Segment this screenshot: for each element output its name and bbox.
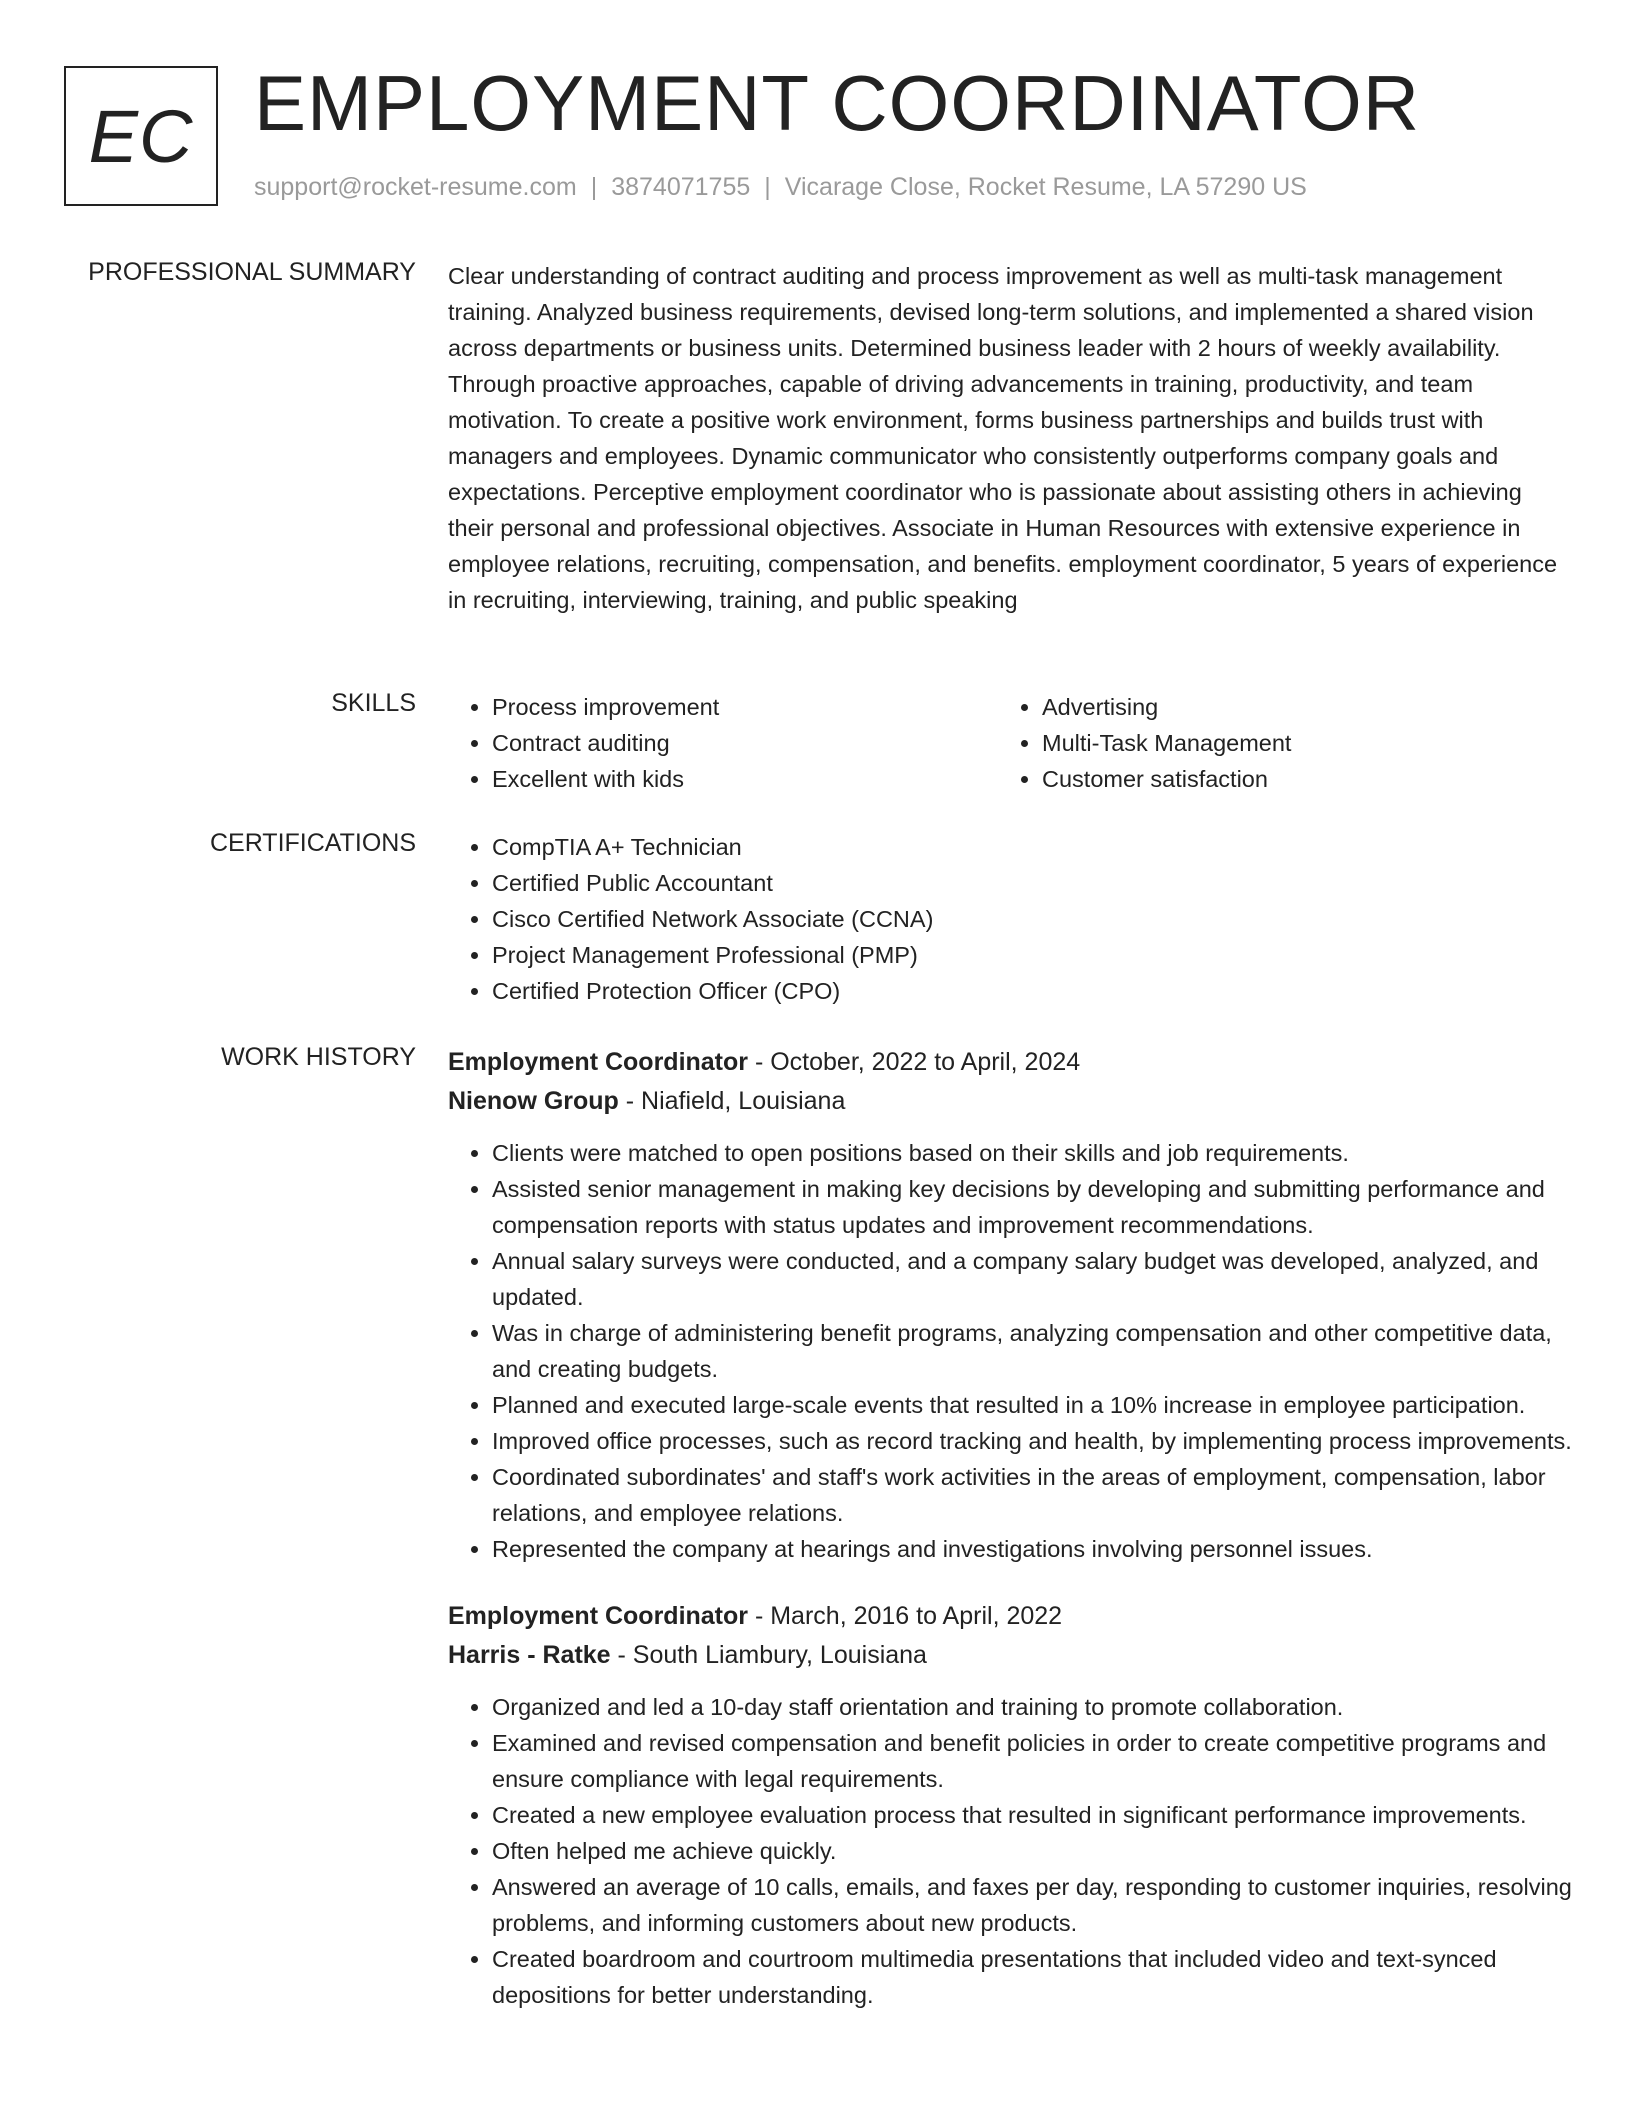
job-title-line [448, 1597, 1572, 1636]
job-dates: - March, 2016 to April, 2022 [748, 1602, 1063, 1630]
certification-item: • CompTIA A+ Technician [492, 829, 1572, 865]
job-entry [448, 1043, 1572, 1567]
job-bullet: • Created boardroom and courtroom multimedia presentations that included video and text-synced depositions for better understanding. [492, 1941, 1572, 2013]
contact-phone: 3874071755 [611, 173, 751, 201]
job-company-line [448, 1636, 1572, 1675]
summary-body [448, 258, 1572, 618]
skill-item: • Multi-Task Management [1042, 725, 1548, 761]
job-title-line [448, 1043, 1572, 1082]
monogram-initials: EC [88, 94, 194, 178]
contact-email: support@rocket-resume.com [254, 173, 577, 201]
job-bullet: • Assisted senior management in making key decisions by developing and submitting performance and compensation reports with status updates and improvement recommendations. [492, 1171, 1572, 1243]
summary-text: Clear understanding of contract auditing and process improvement as well as multi-task management training. Analyzed business requirements, devised long-term solutions, and implemented a shared vision across departments or business units. Determined business leader with 2 hours of weekly availability. Through proactive approaches, capable of driving advancements in training, productivity, and team motivation. To create a positive work environment, forms business partnerships and builds trust with managers and employees. Dynamic communicator who consistently outperforms company goals and expectations. Perceptive employment coordinator who is passionate about assisting others in achieving their personal and professional objectives. Associate in Human Resources with extensive experience in employee relations, recruiting, compensation, and benefits. employment coordinator, 5 years of experience in recruiting, interviewing, training, and public speaking [448, 263, 1558, 613]
job-bullet: • Organized and led a 10-day staff orientation and training to promote collaboration. [492, 1689, 1572, 1725]
skills-column-left [448, 689, 998, 797]
job-bullet: • Was in charge of administering benefit programs, analyzing compensation and other competitive data, and creating budgets. [492, 1315, 1572, 1387]
skill-item: • Customer satisfaction [1042, 761, 1548, 797]
job-bullet: • Represented the company at hearings and investigations involving personnel issues. [492, 1531, 1572, 1567]
job-entry [448, 1597, 1572, 2013]
job-bullet: • Coordinated subordinates' and staff's work activities in the areas of employment, compensation, labor relations, and employee relations. [492, 1459, 1572, 1531]
contact-line [254, 173, 1307, 202]
skills-body [448, 689, 1572, 797]
certification-item: • Cisco Certified Network Associate (CCNA) [492, 901, 1572, 937]
certification-item: • Project Management Professional (PMP) [492, 937, 1572, 973]
job-dates: - October, 2022 to April, 2024 [748, 1048, 1081, 1076]
skill-item: • Advertising [1042, 689, 1548, 725]
certifications-heading: CERTIFICATIONS [209, 829, 416, 857]
job-bullet: • Clients were matched to open positions based on their skills and job requirements. [492, 1135, 1572, 1171]
certification-item: • Certified Public Accountant [492, 865, 1572, 901]
job-bullet: • Annual salary surveys were conducted, and a company salary budget was developed, analyzed, and updated. [492, 1243, 1572, 1315]
job-company: Harris - Ratke [448, 1641, 611, 1669]
job-location: - South Liambury, Louisiana [610, 1641, 927, 1669]
work-history-body [448, 1043, 1572, 2043]
candidate-title: EMPLOYMENT COORDINATOR [254, 59, 1421, 147]
job-bullet: • Examined and revised compensation and benefit policies in order to create competitive programs and ensure compliance with legal requirements. [492, 1725, 1572, 1797]
job-bullet: • Answered an average of 10 calls, emails, and faxes per day, responding to customer inquiries, resolving problems, and informing customers about new products. [492, 1869, 1572, 1941]
skill-item: • Process improvement [492, 689, 998, 725]
skill-item: • Excellent with kids [492, 761, 998, 797]
job-bullet: • Often helped me achieve quickly. [492, 1833, 1572, 1869]
contact-separator: | [590, 173, 598, 201]
certifications-body [448, 829, 1572, 1009]
job-title: Employment Coordinator [448, 1048, 749, 1076]
certification-item: • Certified Protection Officer (CPO) [492, 973, 1572, 1009]
contact-separator: | [764, 173, 771, 201]
job-location: - Niafield, Louisiana [618, 1087, 846, 1115]
skill-item: • Contract auditing [492, 725, 998, 761]
skills-column-right [998, 689, 1548, 797]
skills-heading: SKILLS [331, 689, 416, 717]
monogram-box [64, 66, 218, 206]
job-company: Nienow Group [448, 1087, 619, 1115]
summary-heading: PROFESSIONAL SUMMARY [88, 258, 416, 286]
job-bullet: • Improved office processes, such as record tracking and health, by implementing process improvements. [492, 1423, 1572, 1459]
job-title: Employment Coordinator [448, 1602, 749, 1630]
job-bullet: • Created a new employee evaluation process that resulted in significant performance improvements. [492, 1797, 1572, 1833]
job-bullet: • Planned and executed large-scale events that resulted in a 10% increase in employee participation. [492, 1387, 1572, 1423]
contact-address: Vicarage Close, Rocket Resume, LA 57290 US [784, 173, 1307, 201]
work-history-heading: WORK HISTORY [221, 1043, 416, 1071]
job-company-line [448, 1082, 1572, 1121]
